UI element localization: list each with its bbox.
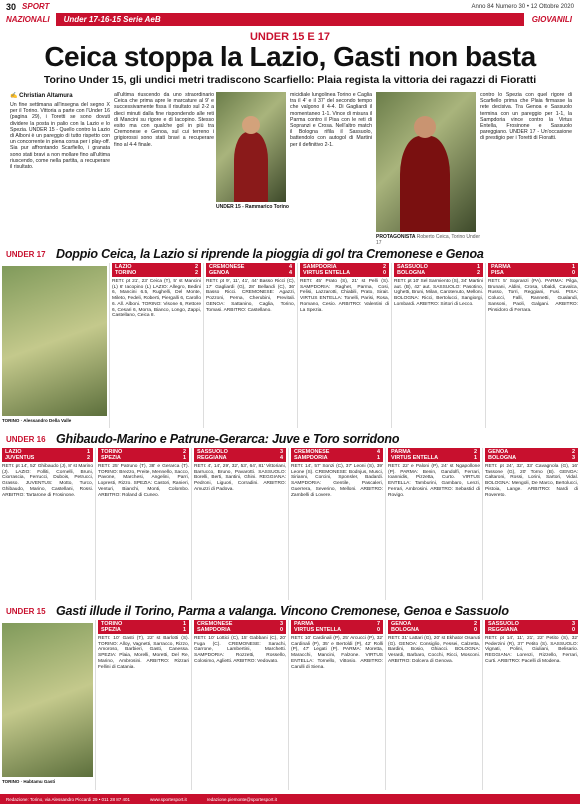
player-head bbox=[414, 116, 436, 138]
match-card bbox=[0, 448, 96, 600]
match-report: RETI: 10' Gasti (T), 22' st Barlotti (S). TORINO: Alloy, Vagnetti, Sarracco, Rizzo, Amoroso, Barbieri, Gasti, Canessa. SPEZIA: Plaia, Morelli, Moretti, Del Re, Marino, Ambrosini. ARBITRO: Rizzari Fellini di Catania. bbox=[98, 636, 189, 670]
section-title: Gasti illude il Torino, Parma a valanga. Vincono Cremonese, Genoa e Sassuolo bbox=[56, 604, 509, 618]
right-section-label: GIOVANILI bbox=[524, 13, 580, 26]
photo-under15 bbox=[216, 92, 286, 202]
page-number: 30 bbox=[6, 1, 17, 12]
player-head bbox=[242, 116, 260, 134]
match-card bbox=[289, 620, 386, 790]
match-report: RETI: pt 9', 11', 41', 44' Basso Ricci (C), 17' Gagliardi (G), 28' Bellandi (C), 36' Basso Ricci. CREMONESE: Agazzi, Pozzoni, Perna, Cherubini, Previtali. GENOA: Sattanino, Caglia, Torino, Tomasi. ARBITRO: Castellano. bbox=[206, 279, 295, 313]
scoreline: GENOA 2 BOLOGNA 0 bbox=[388, 620, 480, 634]
scoreline: CREMONESE 4 GENOA 4 bbox=[206, 263, 295, 277]
photo-under15-caption: UNDER 15 - Rammarico Torino bbox=[216, 204, 289, 210]
player-figure bbox=[234, 132, 268, 202]
scoreline: LAZIO 1 JUVENTUS 2 bbox=[2, 448, 93, 462]
match-card bbox=[298, 263, 392, 428]
issue-meta: Anno 84 Numero 30 • 12 Ottobre 2020 bbox=[471, 3, 574, 10]
under15-thumb bbox=[2, 623, 93, 777]
match-card bbox=[204, 263, 298, 428]
match-card bbox=[486, 263, 580, 428]
article-col-2 bbox=[114, 92, 214, 240]
match-card bbox=[386, 620, 483, 790]
article-headline: Ceica stoppa la Lazio, Gasti non basta bbox=[44, 41, 536, 72]
match-report: RETI: 31' Lattari (G), 20' st Ekhator Osaruti (G). GENOA: Consiglio, Fessei, Calzetta, Bardini, Bosio, Ghiacci. BOLOGNA: Verardi, Barbaro, Cocchi, Ricci, Mosconi. ARBITRO: Dolcera di Genova. bbox=[388, 636, 480, 664]
match-report: RETI: pt 21', 23' Ceica (T), 5' st Mancini (L) 6' Iacopino (L) LAZIO: Allegro, Bedini 6, Mancini 6.5, Rughelli, Del Monte, Mileto, Fedeli, Roberti, Piergalli 6, Carollo 6. All. Alboni. TORINO: Visone 6, Rettore 6, Cesari 6, Morra, Bianco, Longo, Zappi, Castellano, Ceica 8. bbox=[112, 279, 201, 319]
article-text-1: Un fine settimana all'insegna del segno X per il Torino. Vittoria a parte con l'Under 16 (pagina 29), i Toretti se sono dovuti dividere la posta in palio con la Lazio e lo Spezia. UNDER 15 - Quello contro la Lazio di Alboni è un pareggio di tutto rispetto con un concorrente in piena corsa per i play-off. Sia pur affrontando Scarfiello, i granata sono stati bravi a non mollare fino all'ultima riuscendo, come nella partita, a recuperare il risultato. bbox=[10, 102, 110, 171]
scoreline: TORINO 1 SPEZIA 1 bbox=[98, 620, 189, 634]
player-figure bbox=[400, 136, 450, 232]
article-text-4: contro lo Spezia con quel rigore di Scarfiello prima che Plaia firmasse la rete decisiva. Tra Genoa e Sassuolo termina con un pareggio per 1-1, la Sampdoria vince contro la Virtus Entella, Frosinone e Sassuolo pareggiano. UNDER 17 - Un'occasione di prestigio per i Toretti di Fioratti. bbox=[480, 92, 572, 142]
match-report: RETI: 10' Lottici (C), 15' Gabbani (C), 20' Fuga (C). CREMONESE: Sarachi, Garrone, Lambertini, Marchetti. SAMPDORIA: Rozzetti, Rossello, Colosimo, Aglietti. ARBITRO: Vedovato. bbox=[194, 636, 286, 664]
footer-address: Redazione: Torino, via Alessandro Piccardi 29 • 011 28 87 401 bbox=[6, 796, 130, 802]
match-report: RETI: 10' Cardinali (P), 25' Arcucci (P), 32' Cardinali (P), 35' e Bertoldi (P), 42' Rolli (P), 47' Legati (P). PARMA: Moretta, Maracchi, Mancini, Falzone. VIRTUS ENTELLA: Tornello, Vittosio. ARBITRO: Carulli di Siena. bbox=[291, 636, 383, 670]
under17-thumb bbox=[2, 266, 107, 416]
section-label: UNDER 15 bbox=[6, 606, 46, 616]
article-text-2: all'ultima riuscendo da uno straordinario Ceica che prima apre le marcature al 9' e successivamente fissa il risultato sul 2-2 a dieci minuti dalla fine rispondendo alle reti di Mancini su rigore e di Iacopino. Stesso esito ma con qualche gol in più tra Cremonese e Genoa, sul cui terreno i grigiorossi sono stati bravi a recuperare fino al 4-4 finale. bbox=[114, 92, 214, 148]
article-kicker: UNDER 15 E 17 bbox=[249, 31, 331, 43]
match-report: RETI: 5' Sopranzi (PA). PARMA: Pilga, Brunani, Aldini, Crosa, Ubaldi, Cavalca, Russo, Torri, Reggiani, Fusi. PISA: Colucci, Falli, Rannetti, Gualandi, Sansoni, Paoli, Galgani. ARBITRO: Pinsidoro di Ferrara. bbox=[488, 279, 578, 313]
match-report: RETI: pt 14', 52' Ghibaudo (J), 8' st Marino (J). LAZIO: Folliti, Cornelli, Bruni, Ciorrascia, Ferrucci, Dubois, Petrucci, Grasso. JUVENTUS: Motto, Turco, Ghibaudo, Marino, Castellani, Rossi. ARBITRO: Tartarone di Frosinone. bbox=[2, 464, 93, 498]
scoreline: SAMPDORIA 2 VIRTUS ENTELLA 0 bbox=[300, 263, 389, 277]
grid-under16 bbox=[0, 448, 580, 600]
article-text-3: micidiale lungolinea Torino e Caglia tra il 4' e il 37' del secondo tempo che valgono il 4-4. Di Gagliardi il momentaneo 1-1. Vince di misura il Parma contro il Pisa con le reti di Sopranzi e Crosa. Nell'altro match il Bologna rifila il Sassuolo, battendolo con autogol di Martini per il definitivo 2-1. bbox=[290, 92, 372, 148]
match-report: RETI: pt 14', 11', 21', 22' Petito (S), 32' Pederzini (R), 37' Petito (S). SASSUOLO: Vignati, Polini, Giuliani, Belisario. REGGIANA: Lorenzi, Rizzello, Ferrari, Curti. ARBITRO: Pacelli di Modena. bbox=[485, 636, 578, 664]
match-card bbox=[192, 620, 289, 790]
match-card bbox=[392, 263, 486, 428]
scoreline: SASSUOLO 1 BOLOGNA 2 bbox=[394, 263, 483, 277]
section-under15 bbox=[0, 604, 580, 618]
match-card bbox=[192, 448, 289, 600]
scoreline: PARMA 1 PISA 0 bbox=[488, 263, 578, 277]
grid-under15 bbox=[0, 620, 580, 790]
match-report: RETI: 4', 14', 29', 32', 53', 64', 81' Vittoriani, Barrucco, Bruno, Pavarotti. SASSUOLO: Borelli, Berti, Santini, Ghini. REGGIANA: Pedroni, Liguori, Corradini. ARBITRO: Amuzzi di Padova. bbox=[194, 464, 286, 492]
scoreline: CREMONESE 4 SAMPDORIA 1 bbox=[291, 448, 383, 462]
scoreline: LAZIO 2 TORINO 2 bbox=[112, 263, 201, 277]
scoreline: SASSUOLO 3 REGGIANA 0 bbox=[485, 620, 578, 634]
under17-thumb-col bbox=[0, 263, 110, 428]
section-under16 bbox=[0, 432, 580, 446]
match-card bbox=[483, 448, 580, 600]
match-report: RETI: 45' Prato (S), 21' st Pelli (S). SAMPDORIA: Raghet, Parma, Cosi, Felisi, Lazzarotti, Chiabili, Prato, Sirait. VIRTUS ENTELLA: Tonelli, Parisi, Rosa, Romano, Cesio. ARBITRO: Valentini di La Spezia. bbox=[300, 279, 389, 313]
match-report: RETI: 14', 57' Sonzi (C), 37' Leoni (S), 39' Leone (S). CREMONESE: Bodnjus, Musci, Sirianni, Corcini, Sponsler, Badardi. SAMPDORIA: Gentile, Pascaleri, Guerrera, Severino, Melloni. ARBITRO: Zambelli di Lovere. bbox=[291, 464, 383, 498]
section-under17 bbox=[0, 247, 580, 261]
page-header bbox=[0, 0, 580, 26]
match-card bbox=[483, 620, 580, 790]
scoreline: SASSUOLO 3 REGGIANA 4 bbox=[194, 448, 286, 462]
section-title: Ghibaudo-Marino e Patrune-Gerarca: Juve e Toro sorridono bbox=[56, 432, 400, 446]
match-report: RETI: pt 24', 32', 33' Cavagnola (G), 16' Tassone (G), 20' Torno (B). GENOA: Caltaroni, Rossi, Lorini, Sartori, Vidal. BOLOGNA: Mengoli, De Marco, Bertolucci, Pistoia, Lange. ARBITRO: Nardi di Rovereto. bbox=[485, 464, 578, 498]
section-label: UNDER 17 bbox=[6, 249, 46, 259]
photo-ceica-caption: PROTAGONISTA Roberto Ceica, Torino Under 17 bbox=[376, 234, 481, 246]
footer-email[interactable]: redazione.piemonte@sportesport.it bbox=[206, 796, 277, 802]
byline: ✍ Christian Altamura bbox=[10, 93, 73, 99]
section-label: NAZIONALI bbox=[0, 13, 56, 26]
article-col-4 bbox=[480, 92, 572, 240]
page-footer bbox=[0, 794, 580, 804]
publication-logo: SPORT bbox=[22, 2, 50, 11]
subsection-label: Under 17-16-15 Serie AeB bbox=[63, 15, 161, 24]
match-card bbox=[110, 263, 204, 428]
grid-under17 bbox=[0, 263, 580, 428]
under15-thumb-caption: TORINO · Habtamu Gasti bbox=[2, 779, 56, 784]
article-col-3 bbox=[290, 92, 372, 240]
footer-website[interactable]: www.sportesport.it bbox=[150, 796, 187, 802]
match-report: RETI: pt 10' Sel Sarmiento (S), 34' Martini aut. (B), 42' aut. SASSUOLO: Pasotino, Ughetti, Bruni, Milan, Carotenuto, Melloni. BOLOGNA: Ricci, Bertolucci, Sangiorgi, Lombardi. ARBITRO: Sirtori di Lecco. bbox=[394, 279, 484, 307]
match-report: RETI: 25' Patruno (T), 38' e Gerarca (T). TORINO: Brezzo, Preite, Mennello, Sacco, Pavone, Marchesi, Angelini, Parri, Lopresti, Rizzo. SPEZIA: Castori, Ranieri, Venturi, Bianchi, Monti, Colombo. ARBITRO: Roland di Cuneo. bbox=[98, 464, 189, 498]
scoreline: GENOA 2 BOLOGNA 3 bbox=[485, 448, 578, 462]
photo-ceica bbox=[376, 92, 476, 232]
section-title: Doppio Ceica, la Lazio si riprende la pioggia di gol tra Cremonese e Genoa bbox=[56, 247, 484, 261]
match-card bbox=[386, 448, 483, 600]
article-subhead: Torino Under 15, gli undici metri tradiscono Scarfiello: Plaia regista la vittoria dei ragazzi di Fioratti bbox=[43, 74, 537, 86]
scoreline: PARMA 2 VIRTUS ENTELLA 1 bbox=[388, 448, 480, 462]
section-label: UNDER 16 bbox=[6, 434, 46, 444]
scoreline: PARMA 7 VIRTUS ENTELLA 0 bbox=[291, 620, 383, 634]
masthead bbox=[0, 0, 580, 13]
scoreline: TORINO 2 SPEZIA 1 bbox=[98, 448, 189, 462]
match-report: RETI: 22' e Paloni (P), 24' st Ngapollone (P). PARMA: Benin, Gandolfi, Ferrari, Ioannidis, Pizzetta, Curto. VIRTUS ENTELLA: Tamburini, Gambaro, Lenzi, Ferrari, Ambrosini. ARBITRO: Sebastid di Rovigo. bbox=[388, 464, 480, 498]
match-card bbox=[96, 620, 192, 790]
article-col-1 bbox=[10, 92, 110, 240]
match-card bbox=[289, 448, 386, 600]
under15-thumb-col bbox=[0, 620, 96, 790]
under17-thumb-caption: TORINO · Alessandro Della Valle bbox=[2, 418, 72, 423]
section-bar bbox=[0, 13, 580, 26]
match-card bbox=[96, 448, 192, 600]
scoreline: CREMONESE 3 SAMPDORIA 0 bbox=[194, 620, 286, 634]
